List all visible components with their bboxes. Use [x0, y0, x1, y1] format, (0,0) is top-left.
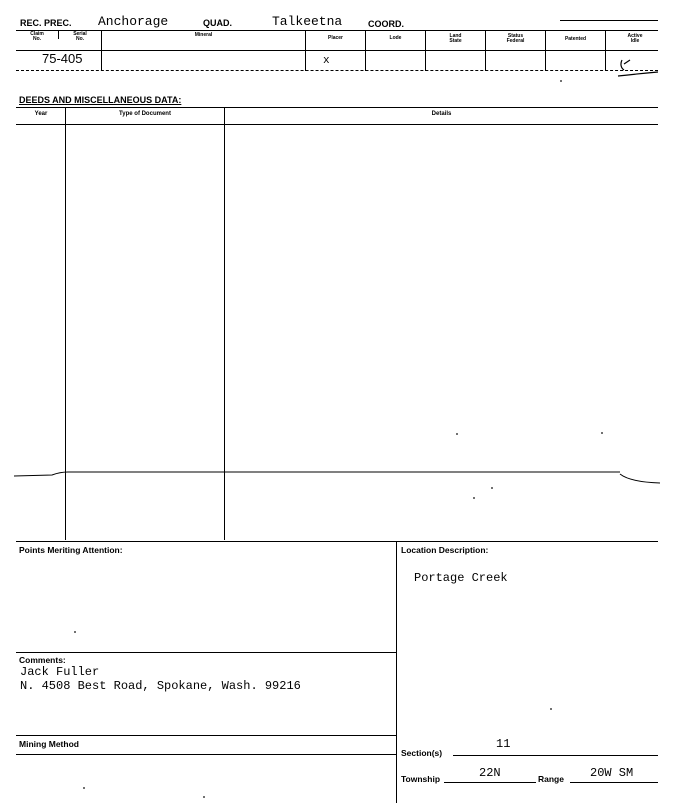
scan-speck [601, 432, 603, 434]
rec-prec-value: Anchorage [98, 14, 169, 29]
comments-line-1: Jack Fuller [20, 665, 100, 679]
claim-table-bottom-rule [16, 70, 658, 71]
location-description-value: Portage Creek [414, 571, 508, 585]
col-type-of-document-header: Type of Document [119, 111, 171, 117]
comments-top-rule [16, 652, 396, 653]
col-active-idle-header: Active Idle [627, 33, 643, 44]
col-land-state-header: Land State [449, 33, 462, 44]
section-value: 11 [496, 737, 511, 751]
col-placer-header: Placer [327, 35, 343, 41]
claim-table-top-rule [16, 30, 658, 31]
deeds-section-title: DEEDS AND MISCELLANEOUS DATA: [19, 95, 182, 105]
claim-table-header-rule [16, 50, 658, 51]
range-label: Range [538, 774, 564, 784]
col-details-header: Details [431, 111, 452, 117]
col-serial-no-header: Serial No. [73, 31, 87, 42]
location-description-label: Location Description: [401, 545, 489, 555]
scan-speck [560, 80, 562, 82]
col-claim-no-header: Claim No. [30, 31, 44, 42]
col-year-header: Year [34, 111, 48, 117]
section-label: Section(s) [401, 748, 443, 758]
points-meriting-attention-label: Points Meriting Attention: [19, 545, 123, 555]
scan-speck [473, 497, 475, 499]
quad-label: QUAD. [203, 18, 232, 28]
mining-method-label: Mining Method [19, 739, 79, 749]
rec-prec-label: REC. PREC. [20, 18, 72, 28]
col-lode-header: Lode [389, 35, 402, 41]
comments-line-2: N. 4508 Best Road, Spokane, Wash. 99216 [20, 679, 301, 693]
coord-label: COORD. [368, 19, 404, 29]
scan-fold-line [0, 466, 678, 488]
township-value: 22N [479, 766, 501, 780]
active-idle-scribble-mark [616, 56, 660, 78]
lower-vertical-divider [396, 541, 397, 803]
section-underline [453, 755, 658, 756]
claim-no-value: 75-405 [42, 51, 83, 66]
scan-speck [456, 433, 458, 435]
col-mineral-header: Mineral [194, 32, 213, 38]
comments-label: Comments: [19, 655, 66, 665]
scan-speck [203, 796, 205, 798]
header-rule-right [560, 20, 658, 21]
col-patented-header: Patented [564, 36, 587, 42]
township-label: Township [401, 774, 441, 784]
range-underline [570, 782, 658, 783]
scan-speck [83, 787, 85, 789]
range-value: 20W SM [590, 766, 634, 780]
placer-mark: x [323, 55, 330, 67]
scan-speck [550, 708, 552, 710]
deeds-top-rule [16, 107, 658, 108]
claim-serial-divider [58, 31, 59, 39]
scan-speck [491, 487, 493, 489]
mining-method-top-rule [16, 735, 396, 736]
quad-value: Talkeetna [272, 14, 343, 29]
mining-method-rule [16, 754, 396, 755]
scan-speck [74, 631, 76, 633]
deeds-header-rule [16, 124, 658, 125]
township-underline [444, 782, 536, 783]
col-status-federal-header: Status Federal [506, 33, 525, 44]
claim-col-divider-7 [605, 31, 606, 71]
deeds-bottom-rule [16, 541, 658, 542]
